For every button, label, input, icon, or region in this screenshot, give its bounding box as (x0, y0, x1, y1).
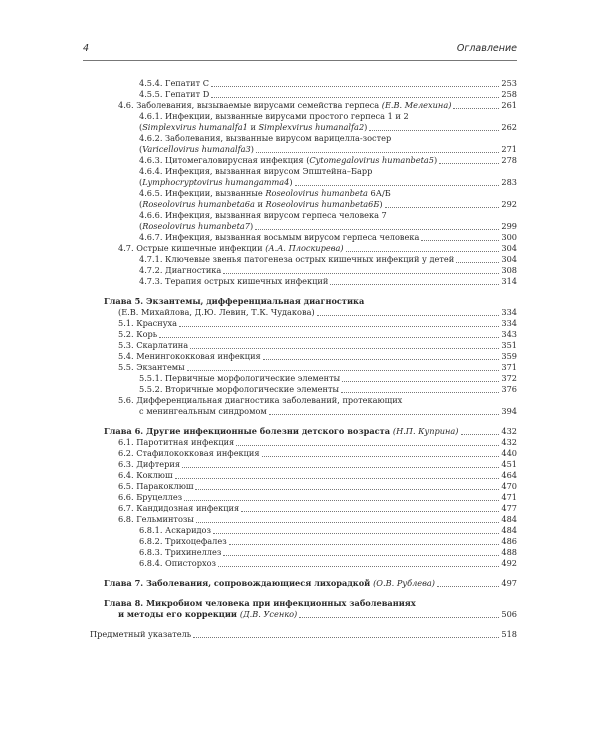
dot-leader (223, 555, 499, 556)
toc-entry-line (139, 166, 517, 177)
title-part: 6.7. Кандидозная инфекция (118, 503, 240, 513)
dot-leader (213, 533, 499, 534)
toc-page-number: 359 (501, 351, 517, 361)
dot-leader (190, 348, 499, 349)
toc-entry-title (139, 558, 216, 569)
toc-entry (139, 406, 517, 417)
toc-entry (118, 459, 517, 470)
toc-entry (139, 199, 517, 210)
toc-entry-title (139, 536, 227, 547)
title-part: 4.6.5. Инфекции, вызванные (139, 188, 266, 198)
dot-leader (317, 315, 500, 316)
toc-page-number: 292 (501, 199, 517, 209)
title-part: 5.5.1. Первичные морфологические элементы (139, 373, 341, 383)
title-part: ( (139, 221, 143, 231)
dot-leader (421, 240, 499, 241)
toc-entry-line (139, 111, 517, 122)
title-part: 4.6. Заболевания, вызываемые вирусами семейства герпеса (118, 100, 382, 110)
toc-page-number: 464 (501, 470, 517, 480)
title-part: 6.8. Гельминтозы (118, 514, 194, 524)
toc-page-number: 477 (501, 503, 517, 513)
toc-page-number: 372 (501, 373, 517, 383)
toc-entry (139, 558, 517, 569)
title-part: 5.4. Менингококковая инфекция (118, 351, 261, 361)
toc-entry (139, 122, 517, 133)
toc-entry-title (104, 296, 364, 307)
title-part: 4.6.6. Инфекция, вызванная вирусом герпеса человека 7 (139, 210, 387, 220)
toc-entry (118, 351, 517, 362)
toc-page-number: 518 (501, 629, 517, 639)
toc-entry (104, 426, 517, 437)
dot-leader (218, 566, 499, 567)
author-names: (Д.В. Усенко) (239, 609, 298, 619)
dot-leader (236, 445, 499, 446)
toc-entry (118, 481, 517, 492)
toc-page-number: 299 (501, 221, 517, 231)
toc-entry (118, 470, 517, 481)
toc-entry-title (118, 514, 194, 525)
toc-entry (118, 307, 517, 318)
toc-page-number: 278 (501, 155, 517, 165)
latin-name: Varicellovirus humanalfa3 (142, 144, 251, 154)
dot-leader (295, 185, 500, 186)
toc-entry (139, 221, 517, 232)
latin-name: Simplexvirus humanalfa1 (142, 122, 248, 132)
toc-entry (139, 78, 517, 89)
toc-entry (118, 329, 517, 340)
title-part: 5.1. Краснуха (118, 318, 178, 328)
toc-entry-title (90, 629, 191, 640)
toc-entry-title (118, 307, 315, 318)
toc-page-number: 432 (501, 437, 517, 447)
toc-entry (118, 514, 517, 525)
title-part: 4.6.3. Цитомегаловирусная инфекция ( (139, 155, 310, 165)
toc-page-number: 283 (501, 177, 517, 187)
toc-entry-title (118, 503, 239, 514)
toc-entry-line (139, 210, 517, 221)
toc-page-number: 343 (501, 329, 517, 339)
title-part: 5.5. Экзантемы (118, 362, 185, 372)
page-header (83, 43, 517, 57)
toc-entry-title (104, 598, 416, 609)
toc-page-number: 492 (501, 558, 517, 568)
toc-entry (118, 503, 517, 514)
title-part: и методы его коррекции (118, 609, 240, 619)
toc-entry (139, 276, 517, 287)
title-part: с менингеальным синдромом (139, 406, 267, 416)
toc-entry (118, 318, 517, 329)
title-part: Предметный указатель (90, 629, 192, 639)
dot-leader (385, 207, 500, 208)
toc-entry (139, 265, 517, 276)
toc-entry-title (139, 188, 391, 199)
toc-entry-title (139, 155, 437, 166)
toc-entry-title (139, 384, 339, 395)
toc-page-number: 258 (501, 89, 517, 99)
latin-name: Cytomegalovirus humanbeta5 (309, 155, 434, 165)
dot-leader (187, 370, 500, 371)
title-part: (Е.В. Михайлова, Д.Ю. Левин, Т.К. Чудакова) (118, 307, 315, 317)
title-part: 5.3. Скарлатина (118, 340, 189, 350)
toc-page-number: 470 (501, 481, 517, 491)
dot-leader (262, 456, 500, 457)
toc-entry-title (118, 100, 451, 111)
toc-entry-line (118, 395, 517, 406)
toc-entry-title (139, 373, 340, 384)
title-part: 6.8.1. Аскаридоз (139, 525, 211, 535)
toc-entry-title (104, 426, 459, 437)
toc-entry-title (139, 122, 367, 133)
toc-entry (139, 232, 517, 243)
toc-page-number: 261 (501, 100, 517, 110)
title-part: ) (433, 155, 438, 165)
toc-page-number: 432 (501, 426, 517, 436)
title-part: Глава 8. Микробиом человека при инфекционных заболеваниях (104, 598, 416, 608)
toc-page-number: 451 (501, 459, 517, 469)
title-part: 4.6.2. Заболевания, вызванные вирусом варицелла-зостер (139, 133, 392, 143)
toc-page-number: 304 (501, 254, 517, 264)
toc-page-number: 497 (501, 578, 517, 588)
dot-leader (439, 163, 499, 164)
title-part: 5.2. Корь (118, 329, 158, 339)
toc-page-number: 471 (501, 492, 517, 502)
title-part: 4.5.5. Гепатит D (139, 89, 210, 99)
toc-entry-title (139, 547, 221, 558)
toc-entry-title (118, 492, 182, 503)
dot-leader (159, 337, 499, 338)
title-part: ( (139, 144, 143, 154)
toc-page-number: 262 (501, 122, 517, 132)
toc-entry-title (139, 133, 391, 144)
toc-page-number: 484 (501, 525, 517, 535)
toc-entry-title (118, 351, 261, 362)
dot-leader (255, 229, 499, 230)
title-part: Глава 5. Экзантемы, дифференциальная диагностика (104, 296, 365, 306)
toc-entry-title (118, 448, 260, 459)
title-part: 4.7. Острые кишечные инфекции (118, 243, 266, 253)
toc-page-number: 484 (501, 514, 517, 524)
toc-entry (118, 437, 517, 448)
toc-entry (139, 155, 517, 166)
title-part: ) (289, 177, 293, 187)
author-names: (Е.В. Мелехина) (381, 100, 452, 110)
toc-entry-title (118, 362, 185, 373)
dot-leader (175, 478, 500, 479)
title-part: 6.8.4. Описторхоз (139, 558, 216, 568)
dot-leader (269, 414, 500, 415)
toc-page-number: 376 (501, 384, 517, 394)
dot-leader (437, 586, 499, 587)
title-part: и (254, 199, 266, 209)
title-part: 4.6.1. Инфекции, вызванные вирусами простого герпеса 1 и 2 (139, 111, 409, 121)
toc-entry (139, 373, 517, 384)
title-part: 5.5.2. Вторичные морфологические элементы (139, 384, 340, 394)
title-part: 4.5.4. Гепатит С (139, 78, 210, 88)
title-part: ( (139, 122, 143, 132)
toc-entry (118, 448, 517, 459)
toc-page-number: 253 (501, 78, 517, 88)
toc-entry (139, 525, 517, 536)
title-part: ) (379, 199, 383, 209)
author-names: (Н.П. Куприна) (392, 426, 459, 436)
toc-page-number: 300 (501, 232, 517, 242)
title-part: 6.2. Стафилококковая инфекция (118, 448, 260, 458)
toc-entry-title (139, 177, 293, 188)
dot-leader (193, 637, 499, 638)
title-part: ) (364, 122, 368, 132)
dot-leader (256, 152, 499, 153)
toc-entry (118, 100, 517, 111)
dot-leader (342, 381, 499, 382)
dot-leader (211, 86, 499, 87)
toc-entry (118, 362, 517, 373)
dot-leader (346, 251, 500, 252)
toc-entry-title (118, 609, 297, 620)
title-part: ( (139, 199, 143, 209)
dot-leader (229, 544, 500, 545)
latin-name: Simplexvirus humanalfa2 (258, 122, 365, 132)
title-part: ) (250, 221, 254, 231)
toc-page-number: 440 (501, 448, 517, 458)
header-rule (83, 60, 517, 61)
toc-entry-title (139, 111, 409, 122)
toc-entry-title (118, 437, 234, 448)
toc-page-number: 271 (501, 144, 517, 154)
title-part: и (247, 122, 259, 132)
title-part: 6.8.2. Трихоцефалез (139, 536, 227, 546)
dot-leader (196, 522, 499, 523)
toc-entry-title (139, 525, 211, 536)
author-names: (А.А. Плоскирева) (265, 243, 344, 253)
title-part: Глава 6. Другие инфекционные болезни детского возраста (104, 426, 393, 436)
toc-entry (118, 340, 517, 351)
toc-page-number: 314 (501, 276, 517, 286)
toc-entry (139, 536, 517, 547)
toc-page-number: 308 (501, 265, 517, 275)
page-number: 4 (83, 43, 90, 54)
toc-entry-title (118, 470, 173, 481)
latin-name: Roseolovirus humanbeta6Б (265, 199, 380, 209)
toc-entry (139, 547, 517, 558)
toc-entry (139, 254, 517, 265)
toc-page-number: 506 (501, 609, 517, 619)
toc-entry-title (139, 89, 209, 100)
toc-entry-title (139, 254, 454, 265)
title-part: 4.6.7. Инфекция, вызванная восьмым вирусом герпеса человека (139, 232, 420, 242)
toc-entry (139, 384, 517, 395)
toc-page-number: 486 (501, 536, 517, 546)
toc-page-number: 371 (501, 362, 517, 372)
toc-entry-title (139, 406, 267, 417)
toc-entry-title (118, 459, 180, 470)
toc-entry-title (139, 232, 419, 243)
toc-entry (90, 629, 517, 640)
dot-leader (182, 467, 499, 468)
toc-entry (104, 578, 517, 589)
latin-name: Roseolovirus humanbeta (265, 188, 368, 198)
toc-entry-title (104, 578, 435, 589)
toc-page-number: 351 (501, 340, 517, 350)
toc-entry-title (139, 265, 221, 276)
title-part: ( (139, 177, 143, 187)
toc-entry (139, 89, 517, 100)
toc-entry-title (118, 318, 177, 329)
title-part: ) (250, 144, 254, 154)
title-part: 6.4. Коклюш (118, 470, 173, 480)
toc-entry (118, 609, 517, 620)
title-part: 4.7.2. Диагностика (139, 265, 222, 275)
toc-entry-title (139, 210, 387, 221)
toc-entry-title (118, 395, 402, 406)
title-part: 6.8.3. Трихинеллез (139, 547, 222, 557)
dot-leader (241, 511, 499, 512)
toc-page-number: 304 (501, 243, 517, 253)
dot-leader (179, 326, 499, 327)
toc-page-number: 488 (501, 547, 517, 557)
toc-entry (139, 177, 517, 188)
toc-entry (139, 144, 517, 155)
dot-leader (263, 359, 500, 360)
toc-entry-title (118, 329, 157, 340)
title-part: 4.7.1. Ключевые звенья патогенеза острых кишечных инфекций у детей (139, 254, 455, 264)
title-part: 6А/Б (367, 188, 391, 198)
dot-leader (369, 130, 499, 131)
toc-entry-title (139, 166, 372, 177)
dot-leader (211, 97, 499, 98)
toc-entry-title (118, 481, 193, 492)
dot-leader (456, 262, 499, 263)
toc-page-number: 334 (501, 318, 517, 328)
author-names: (О.В. Рублева) (373, 578, 435, 588)
dot-leader (195, 489, 499, 490)
toc-entry-title (118, 340, 188, 351)
toc-entry-title (118, 243, 344, 254)
toc-entry-line (139, 188, 517, 199)
dot-leader (184, 500, 499, 501)
dot-leader (341, 392, 499, 393)
toc-entry-title (139, 221, 253, 232)
latin-name: Lymphocryptovirus humangamma4 (142, 177, 290, 187)
title-part: Глава 7. Заболевания, сопровождающиеся лихорадкой (104, 578, 374, 588)
title-part: 4.7.3. Терапия острых кишечных инфекций (139, 276, 329, 286)
title-part: 6.6. Бруцеллез (118, 492, 183, 502)
toc-entry (118, 243, 517, 254)
toc-page-number: 394 (501, 406, 517, 416)
toc-entry-title (139, 78, 209, 89)
latin-name: Roseolovirus humanbeta6a (142, 199, 255, 209)
toc-entry-line (104, 296, 517, 307)
title-part: 5.6. Дифференциальная диагностика заболеваний, протекающих (118, 395, 403, 405)
running-title: Оглавление (456, 43, 517, 54)
title-part: 6.5. Паракоклюш (118, 481, 194, 491)
title-part: 6.3. Дифтерия (118, 459, 180, 469)
title-part: 4.6.4. Инфекция, вызванная вирусом Эпштейна–Барр (139, 166, 373, 176)
dot-leader (461, 434, 500, 435)
toc-entry-line (104, 598, 517, 609)
toc-entry-title (139, 199, 383, 210)
toc-entry-line (139, 133, 517, 144)
dot-leader (330, 284, 499, 285)
toc-page-number: 334 (501, 307, 517, 317)
dot-leader (299, 617, 499, 618)
toc-entry-title (139, 276, 328, 287)
title-part: 6.1. Паротитная инфекция (118, 437, 235, 447)
toc-entry (118, 492, 517, 503)
dot-leader (223, 273, 499, 274)
toc-entry-title (139, 144, 254, 155)
latin-name: Roseolovirus humanbeta7 (142, 221, 250, 231)
dot-leader (453, 108, 499, 109)
